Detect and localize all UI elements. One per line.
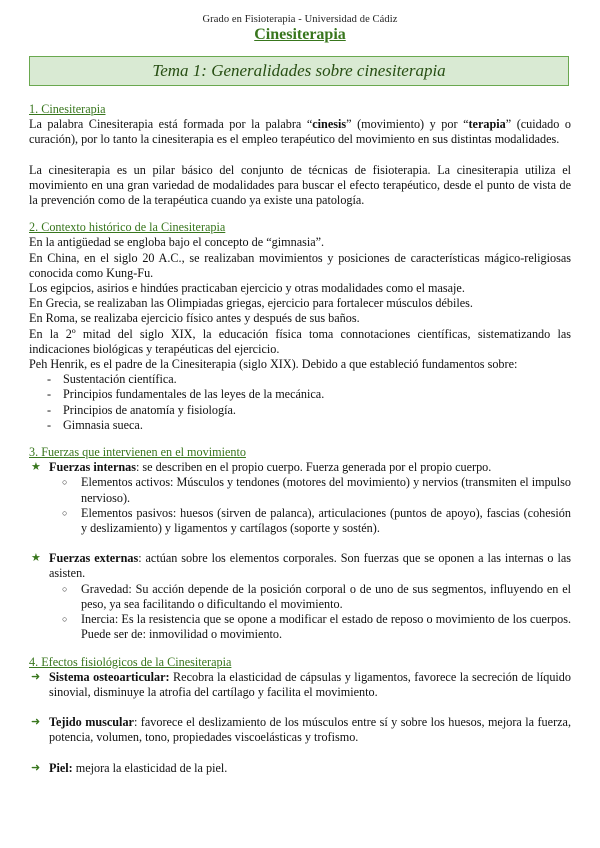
text-run: ” (movimiento) y por “	[346, 117, 469, 132]
circle-bullet-icon: ○	[62, 583, 68, 594]
item-label: Fuerzas internas	[49, 460, 136, 475]
text-run: La palabra Cinesiterapia está formada por la palabra “	[29, 117, 313, 132]
dash-bullet: -	[47, 372, 52, 387]
spacer	[29, 746, 571, 761]
list-item-text: Principios fundamentales de las leyes de la mecánica.	[63, 387, 325, 402]
history-line: Peh Henrik, es el padre de la Cinesiterapia (siglo XIX). Debido a que estableció fundamentos sobre:	[29, 357, 518, 372]
item-label: Fuerzas externas	[49, 551, 139, 566]
section-1-paragraph-2: La cinesiterapia es un pilar básico del conjunto de técnicas de fisioterapia. La cinesiterapia utiliza el movimiento en una gran variedad de modalidades para buscar el efecto terapéutico, desde el punto de vista de la prevención como de la terapéutica cuando ya existe una patología.	[29, 162, 571, 208]
document-body	[29, 98, 571, 776]
section-1-paragraph-1	[29, 117, 571, 147]
history-line: En la 2º mitad del siglo XIX, la educación física toma connotaciones científicas, sistematizando las indicaciones biológicas y terapéuticas del ejercicio.	[29, 326, 571, 356]
external-forces-item	[29, 551, 571, 581]
section-1-heading: 1. Cinesiterapia	[29, 102, 106, 116]
university-line: Grado en Fisioterapia - Universidad de Cádiz	[202, 14, 398, 25]
list-item	[29, 418, 571, 433]
item-text: : se describen en el propio cuerpo. Fuerza generada por el propio cuerpo.	[136, 460, 492, 475]
spacer	[29, 536, 571, 551]
list-item	[29, 372, 571, 387]
effect-item	[29, 670, 571, 700]
circle-bullet-icon: ○	[62, 477, 68, 488]
history-line: En China, en el siglo 20 A.C., se realizaban movimientos y posiciones de características mágico-religiosas conocida como Kung-Fu.	[29, 250, 571, 280]
history-line: En Roma, se realizaba ejercicio físico antes y después de sus baños.	[29, 311, 360, 326]
list-item	[29, 403, 571, 418]
arrow-icon: ➜	[31, 761, 41, 774]
page-header	[0, 14, 600, 44]
sub-item-text: Inercia: Es la resistencia que se opone a modificar el estado de reposo o movimiento de los cuerpos. Puede ser de: inmovilidad o movimiento.	[81, 612, 571, 642]
circle-bullet-icon: ○	[62, 507, 68, 518]
list-item-text: Principios de anatomía y fisiología.	[63, 402, 236, 417]
item-text: : actúan sobre los elementos corporales. Son fuerzas que se oponen a las internas o las asisten.	[49, 551, 571, 581]
term-cinesis: cinesis	[312, 117, 347, 132]
arrow-icon: ➜	[31, 670, 41, 683]
list-item-text: Gimnasia sueca.	[63, 417, 143, 432]
page-title: Cinesiterapia	[254, 26, 346, 43]
sub-item	[29, 506, 571, 536]
dash-bullet: -	[47, 387, 52, 402]
item-text: : favorece el deslizamiento de los músculos entre sí y sobre los huesos, mejora la fuerza, potencia, volumen, tono, propiedades viscoelásticas y trofismo.	[49, 715, 571, 745]
spacer	[29, 700, 571, 715]
sub-item	[29, 612, 571, 642]
item-text: mejora la elasticidad de la piel.	[72, 760, 228, 775]
topic-title: Tema 1: Generalidades sobre cinesiterapia	[152, 61, 446, 80]
section-3-heading: 3. Fuerzas que intervienen en el movimiento	[29, 445, 246, 460]
arrow-icon: ➜	[31, 716, 41, 729]
sub-item-text: Elementos pasivos: huesos (sirven de palanca), articulaciones (puntos de apoyo), fascias (cohesión y deslizamiento) y ligamentos y cartílagos (soporte y sostén).	[81, 505, 571, 536]
term-terapia: terapia	[468, 117, 506, 132]
item-text: Recobra la elasticidad de cápsulas y ligamentos, favorece la secreción de líquido sinovial, disminuye la atrofia del cartílago y facilita el movimiento.	[49, 669, 571, 699]
list-item	[29, 387, 571, 402]
star-icon: ★	[31, 552, 41, 565]
section-2-heading: 2. Contexto histórico de la Cinesiterapia	[29, 220, 226, 235]
history-line: En la antigüedad se engloba bajo el concepto de “gimnasia”.	[29, 235, 325, 250]
sub-item	[29, 582, 571, 612]
dash-bullet: -	[47, 402, 52, 417]
text-run: ” (cuidado o curación), por lo tanto la cinesiterapia es el empleo terapéutico del movimiento en sus distintas modalidades.	[29, 117, 571, 147]
sub-item-text: Gravedad: Su acción depende de la posición corporal o de uno de sus segmentos, influyendo en el peso, ya sea facilitando o dificultando el movimiento.	[81, 581, 571, 611]
item-label: Tejido muscular	[49, 715, 134, 730]
internal-forces-item	[29, 460, 571, 475]
fundamentals-list	[29, 372, 571, 433]
star-icon: ★	[31, 461, 41, 474]
effect-item	[29, 715, 571, 745]
history-line: Los egipcios, asirios e hindúes practicaban ejercicio y otras modalidades como el masaje.	[29, 281, 465, 296]
topic-title-box	[29, 56, 569, 86]
sub-item-text: Elementos activos: Músculos y tendones (motores del movimiento) y nervios (transmiten el impulso nervioso).	[81, 475, 571, 505]
dash-bullet: -	[47, 417, 52, 432]
spacer	[29, 148, 571, 163]
item-label: Sistema osteoarticular:	[49, 669, 170, 684]
list-item-text: Sustentación científica.	[63, 372, 177, 387]
history-line: En Grecia, se realizaban las Olimpiadas griegas, ejercicio para fortalecer músculos débiles.	[29, 296, 473, 311]
section-4-heading: 4. Efectos fisiológicos de la Cinesiterapia	[29, 654, 232, 669]
item-label: Piel:	[49, 760, 73, 775]
circle-bullet-icon: ○	[62, 614, 68, 625]
sub-item	[29, 475, 571, 505]
effect-item	[29, 761, 571, 776]
